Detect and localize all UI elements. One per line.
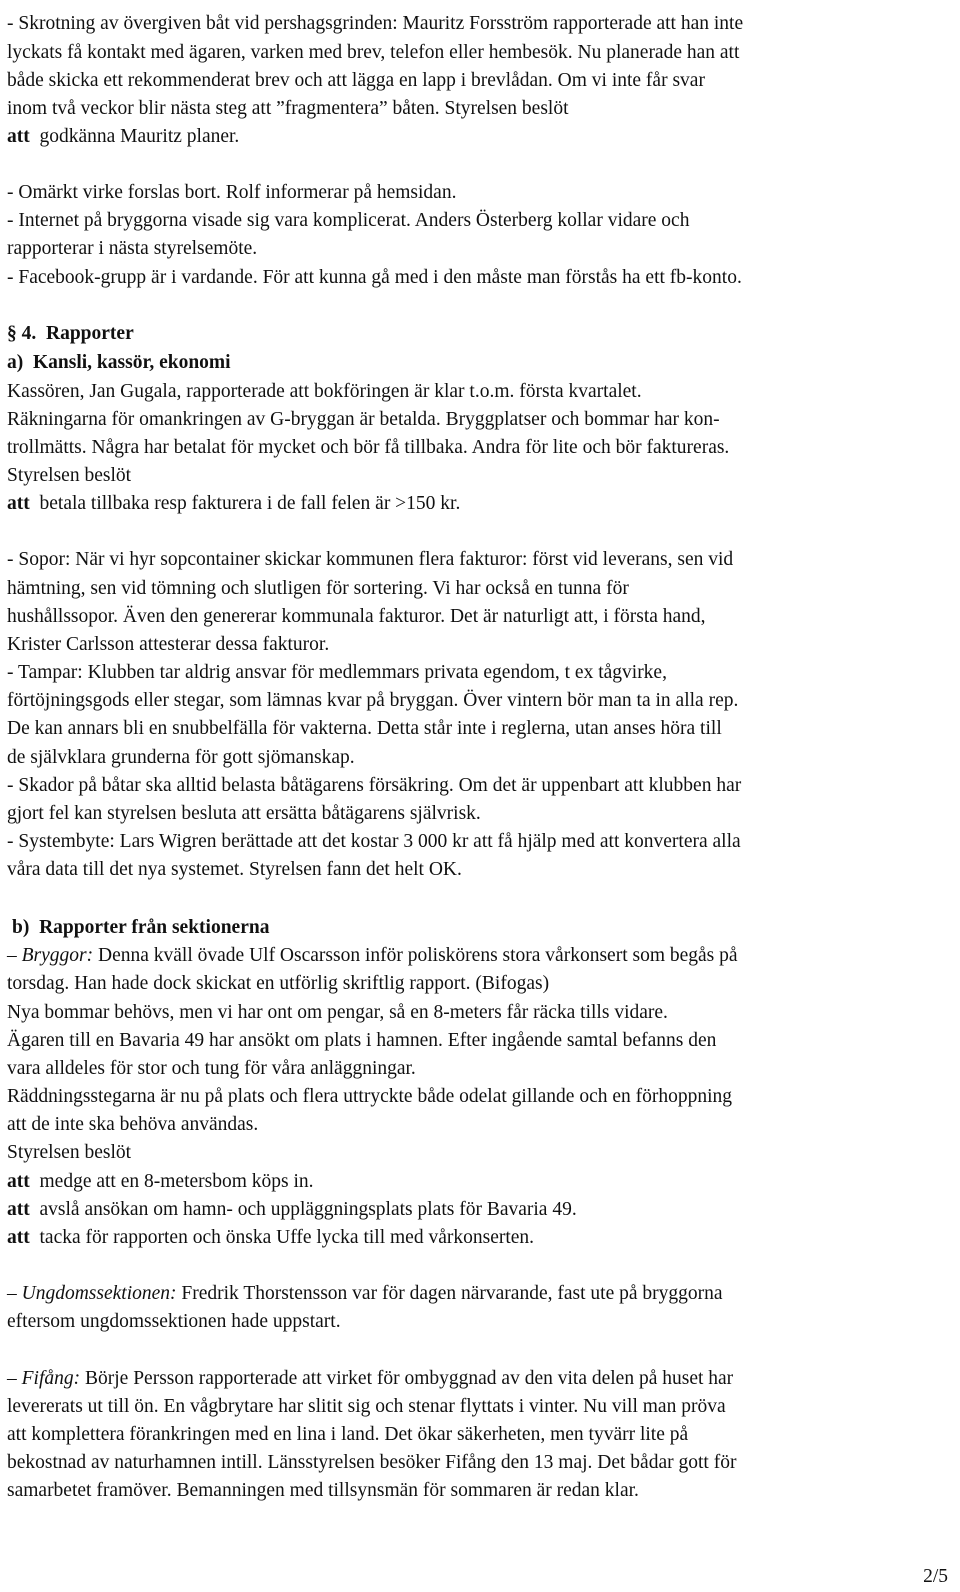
decision-line <box>7 1228 534 1248</box>
text-line: våra data till det nya systemet. Styrelsen fann det helt OK. <box>7 859 462 880</box>
att-keyword: att <box>7 1199 30 1220</box>
decision-line <box>7 1200 577 1220</box>
text-line: inom två veckor blir nästa steg att ”fragmentera” båten. Styrelsen beslöt <box>7 98 569 119</box>
subsection-heading: a) Kansli, kassör, ekonomi <box>7 352 231 373</box>
text-line: Ägaren till en Bavaria 49 har ansökt om plats i hamnen. Efter ingående samtal befanns den <box>7 1030 717 1051</box>
text-line: - Skador på båtar ska alltid belasta båtägarens försäkring. Om det är uppenbart att klubben har <box>7 775 742 796</box>
att-keyword: att <box>7 1227 30 1248</box>
text-line: att komplettera förankringen med en lina i land. Det ökar säkerheten, men tyvärr lite på <box>7 1424 689 1445</box>
text-line: bekostnad av naturhamnen intill. Länsstyrelsen besöker Fifång den 13 maj. Det bådar gott för <box>7 1452 737 1473</box>
text-line: - Skrotning av övergiven båt vid pershagsgrinden: Mauritz Forsström rapporterade att han inte <box>7 13 744 34</box>
text-line: vara alldeles för stor och tung för våra anläggningar. <box>7 1058 416 1079</box>
text-line: - Facebook-grupp är i vardande. För att kunna gå med i den måste man förstås ha ett fb-konto. <box>7 267 742 288</box>
att-keyword: att <box>7 1171 30 1192</box>
att-keyword: att <box>7 493 30 514</box>
dash: – <box>7 945 17 966</box>
decision-line <box>7 1172 314 1192</box>
text-line: - Systembyte: Lars Wigren berättade att det kostar 3 000 kr att få hjälp med att konvertera alla <box>7 831 741 852</box>
text-line: Kassören, Jan Gugala, rapporterade att bokföringen är klar t.o.m. första kvartalet. <box>7 381 642 402</box>
text-line: torsdag. Han hade dock skickat en utförlig skriftlig rapport. (Bifogas) <box>7 973 550 994</box>
text-line: - Tampar: Klubben tar aldrig ansvar för medlemmars privata egendom, t ex tågvirke, <box>7 662 667 683</box>
decision-text: avslå ansökan om hamn- och uppläggningsplats plats för Bavaria 49. <box>39 1199 577 1220</box>
decision-line <box>7 127 239 147</box>
report-text: Denna kväll övade Ulf Oscarsson inför poliskörens stora vårkonsert som begås på <box>98 945 738 966</box>
text-line: förtöjningsgods eller stegar, som lämnas kvar på bryggan. Över vintern bör man ta in alla rep. <box>7 690 739 711</box>
page-number: 2/5 <box>923 1566 948 1587</box>
att-keyword: att <box>7 126 30 147</box>
report-label: Ungdomssektionen: <box>21 1283 177 1304</box>
text-line: samarbetet framöver. Bemanningen med tillsynsmän för sommaren är redan klar. <box>7 1480 639 1501</box>
text-line: gjort fel kan styrelsen besluta att ersätta båtägarens självrisk. <box>7 803 481 824</box>
decision-text: tacka för rapporten och önska Uffe lycka till med vårkonserten. <box>39 1227 535 1248</box>
section-report-line <box>7 946 738 966</box>
dash: – <box>7 1368 17 1389</box>
dash: – <box>7 1283 17 1304</box>
text-line: hämtning, sen vid tömning och slutligen för sortering. Vi har också en tunna för <box>7 578 629 599</box>
text-line: levererats ut till ön. En vågbrytare har slitit sig och stenar flyttats i vinter. Nu vill man pröva <box>7 1396 726 1417</box>
section-report-line <box>7 1369 733 1389</box>
text-line: Styrelsen beslöt <box>7 465 132 486</box>
text-line: Styrelsen beslöt <box>7 1142 132 1163</box>
text-line: att de inte ska behöva användas. <box>7 1114 259 1135</box>
paragraph-symbol: § <box>7 323 17 344</box>
decision-text: medge att en 8-metersbom köps in. <box>39 1171 314 1192</box>
text-line: trollmätts. Några har betalat för mycket och bör få tillbaka. Andra för lite och bör faktureras. <box>7 437 730 458</box>
decision-line <box>7 494 460 514</box>
text-line: - Internet på bryggorna visade sig vara komplicerat. Anders Österberg kollar vidare och <box>7 210 690 231</box>
text-line: Räkningarna för omankringen av G-bryggan är betalda. Bryggplatser och bommar har kon- <box>7 409 720 430</box>
text-line: hushållssopor. Även den genererar kommunala fakturor. Det är naturligt att, i första hand, <box>7 606 706 627</box>
text-line: Krister Carlsson attesterar dessa fakturor. <box>7 634 330 655</box>
section-report-line <box>7 1284 723 1304</box>
section-title: Rapporter <box>46 323 134 344</box>
section-number: 4. <box>21 323 37 344</box>
subsection-heading: b) Rapporter från sektionerna <box>12 917 270 938</box>
text-line: de självklara grunderna för gott sjömanskap. <box>7 747 355 768</box>
text-line: lyckats få kontakt med ägaren, varken med brev, telefon eller hembesök. Nu planerade han att <box>7 42 740 63</box>
decision-text: betala tillbaka resp fakturera i de fall felen är >150 kr. <box>39 493 461 514</box>
report-label: Fifång: <box>21 1368 81 1389</box>
text-line: - Omärkt virke forslas bort. Rolf informerar på hemsidan. <box>7 182 457 203</box>
section-heading <box>7 324 134 344</box>
text-line: både skicka ett rekommenderat brev och att lägga en lapp i brevlådan. Om vi inte får svar <box>7 70 705 91</box>
report-text: Börje Persson rapporterade att virket för ombyggnad av den vita delen på huset har <box>85 1368 734 1389</box>
decision-text: godkänna Mauritz planer. <box>39 126 240 147</box>
text-line: De kan annars bli en snubbelfälla för vakterna. Detta står inte i reglerna, utan anses höra till <box>7 718 722 739</box>
report-label: Bryggor: <box>21 945 94 966</box>
text-line: Räddningsstegarna är nu på plats och flera uttryckte både odelat gillande och en förhoppning <box>7 1086 733 1107</box>
text-line: - Sopor: När vi hyr sopcontainer skickar kommunen flera fakturor: först vid leverans, sen vid <box>7 549 734 570</box>
text-line: eftersom ungdomssektionen hade uppstart. <box>7 1311 341 1332</box>
text-line: rapporterar i nästa styrelsemöte. <box>7 238 258 259</box>
report-text: Fredrik Thorstensson var för dagen närvarande, fast ute på bryggorna <box>181 1283 723 1304</box>
text-line: Nya bommar behövs, men vi har ont om pengar, så en 8-meters får räcka tills vidare. <box>7 1002 668 1023</box>
